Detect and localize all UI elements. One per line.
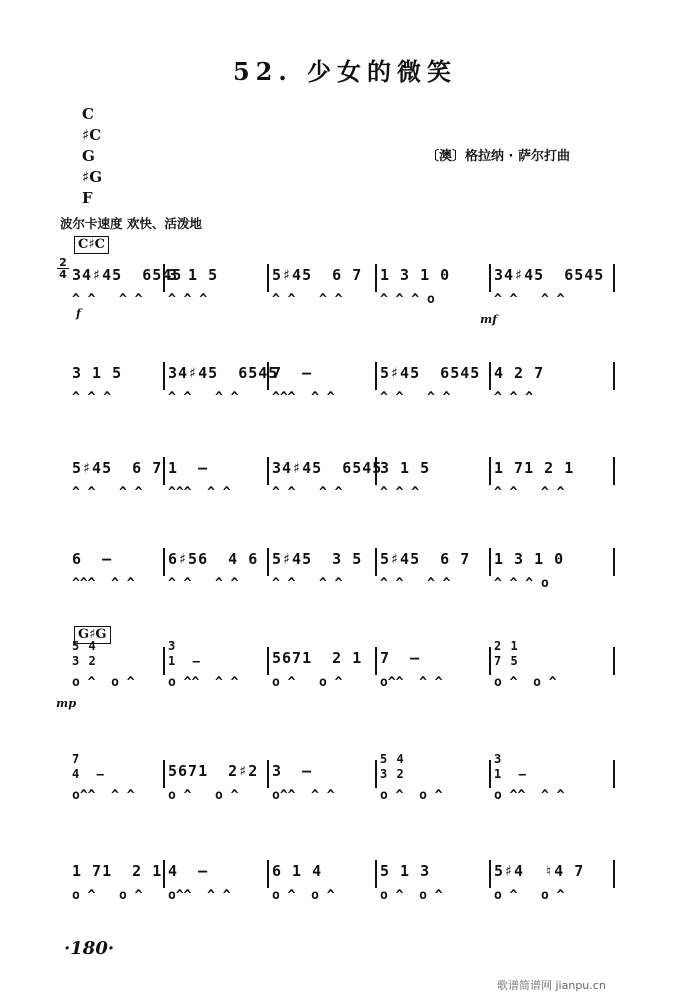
measure-breath-marks: o^^ ^ ^ (168, 888, 231, 903)
measure-notes: 1 – (168, 459, 209, 477)
measure-breath-marks: o^^ ^ ^ (380, 675, 443, 690)
key-item: ♯G (82, 168, 103, 186)
measure-breath-marks: ^ ^ ^ ^ (494, 292, 565, 307)
measure-notes: 5 4 3 2 (380, 752, 405, 781)
score-row (0, 360, 690, 420)
measure-notes: 3 1 5 (380, 459, 431, 477)
key-item: ♯C (82, 126, 102, 144)
measure-notes: 5♯45 6 7 (272, 266, 363, 284)
key-item: C (82, 105, 94, 123)
measure-breath-marks: o ^ o ^ (380, 788, 443, 803)
score-row (0, 546, 690, 606)
measure-breath-marks: ^ ^ ^ ^ (380, 390, 451, 405)
section-key-box: G♯G (74, 626, 111, 644)
measure-notes: 1 3 1 0 (494, 550, 565, 568)
measure-breath-marks: ^ ^ ^ o (494, 576, 549, 591)
measure-breath-marks: ^^^ ^ ^ (272, 390, 335, 405)
measure-notes: 1 71 2 1 (494, 459, 575, 477)
measure-breath-marks: ^ ^ ^ ^ (272, 576, 343, 591)
measure-notes: 4 – (168, 862, 209, 880)
measure-breath-marks: ^ ^ ^ (168, 292, 208, 307)
measure-breath-marks: o^^ ^ ^ (272, 788, 335, 803)
measure-notes: 5671 2♯2 (168, 762, 259, 780)
measure-breath-marks: o ^^ ^ ^ (168, 675, 239, 690)
score-row (0, 455, 690, 515)
measure-notes: 2 1 7 5 (494, 639, 519, 668)
measure-breath-marks: ^ ^ ^ ^ (272, 292, 343, 307)
measure-breath-marks: ^ ^ ^ o (380, 292, 435, 307)
section-key-box: C♯C (74, 236, 109, 254)
measure-notes: 5 4 3 2 (72, 639, 97, 668)
measure-breath-marks: ^ ^ ^ ^ (380, 576, 451, 591)
measure-notes: 5♯4 ♮4 7 (494, 862, 585, 880)
measure-notes: 7 – (272, 364, 313, 382)
page-title: 52. 少女的微笑 (232, 57, 458, 86)
measure-breath-marks: o ^ o ^ (272, 888, 335, 903)
measure-notes: 34♯45 6545 (168, 364, 279, 382)
measure-notes: 1 3 1 0 (380, 266, 451, 284)
measure-notes: 3 – (272, 762, 313, 780)
measure-notes: 5 1 3 (380, 862, 431, 880)
measure-notes: 5♯45 6 7 (72, 459, 163, 477)
measure-notes: 7 – (380, 649, 421, 667)
score-row (0, 262, 690, 322)
measure-breath-marks: ^ ^ ^ ^ (494, 485, 565, 500)
measure-breath-marks: o ^ o ^ (494, 675, 557, 690)
measure-breath-marks: ^ ^ ^ ^ (168, 390, 239, 405)
measure-breath-marks: o ^^ ^ ^ (494, 788, 565, 803)
measure-notes: 1 71 2 1 (72, 862, 163, 880)
measure-notes: 34♯45 6545 (272, 459, 383, 477)
measure-notes: 3 1 – (168, 639, 201, 668)
measure-notes: 3 1 – (494, 752, 527, 781)
measure-breath-marks: ^ ^ ^ ^ (72, 485, 143, 500)
measure-notes: 6♯56 4 6 (168, 550, 259, 568)
measure-breath-marks: ^ ^ ^ ^ (272, 485, 343, 500)
measure-notes: 3 1 5 (168, 266, 219, 284)
watermark: 歌谱简谱网 jianpu.cn (497, 979, 606, 992)
measure-notes: 5♯45 3 5 (272, 550, 363, 568)
score-row (0, 858, 690, 918)
measure-breath-marks: ^ ^ ^ (380, 485, 420, 500)
measure-breath-marks: ^ ^ ^ ^ (72, 292, 143, 307)
measure-notes: 34♯45 6545 (494, 266, 605, 284)
score-row (0, 639, 690, 705)
dynamic-mp: mp (56, 696, 77, 710)
measure-breath-marks: ^ ^ ^ (72, 390, 112, 405)
measure-notes: 5♯45 6545 (380, 364, 481, 382)
time-signature-bottom: 4 (59, 268, 67, 281)
measure-breath-marks: o ^ o ^ (72, 675, 135, 690)
measure-breath-marks: o^^ ^ ^ (72, 788, 135, 803)
measure-breath-marks: o ^ o ^ (168, 788, 239, 803)
measure-breath-marks: ^^^ ^ ^ (168, 485, 231, 500)
measure-notes: 34♯45 6545 (72, 266, 183, 284)
measure-breath-marks: o ^ o ^ (72, 888, 143, 903)
measure-breath-marks: ^^^ ^ ^ (72, 576, 135, 591)
key-item: G (82, 147, 95, 165)
measure-breath-marks: o ^ o ^ (494, 888, 565, 903)
measure-notes: 4 2 7 (494, 364, 545, 382)
measure-breath-marks: o ^ o ^ (380, 888, 443, 903)
measure-notes: 5671 2 1 (272, 649, 363, 667)
key-item: F (82, 189, 93, 207)
measure-breath-marks: ^ ^ ^ ^ (168, 576, 239, 591)
composer-credit: 〔澳〕格拉纳 · 萨尔打曲 (426, 149, 570, 164)
tempo-marking: 波尔卡速度 欢快、活泼地 (60, 216, 202, 231)
measure-breath-marks: ^ ^ ^ (494, 390, 534, 405)
measure-notes: 3 1 5 (72, 364, 123, 382)
score-row (0, 752, 690, 818)
measure-notes: 7 4 – (72, 752, 105, 781)
measure-notes: 5♯45 6 7 (380, 550, 471, 568)
measure-notes: 6 – (72, 550, 113, 568)
measure-breath-marks: o ^ o ^ (272, 675, 343, 690)
time-signature-top: 2 (59, 256, 67, 269)
page-number: ·180· (64, 938, 115, 959)
measure-notes: 6 1 4 (272, 862, 323, 880)
dynamic-f: f (76, 306, 81, 320)
dynamic-mf: mf (480, 312, 498, 326)
